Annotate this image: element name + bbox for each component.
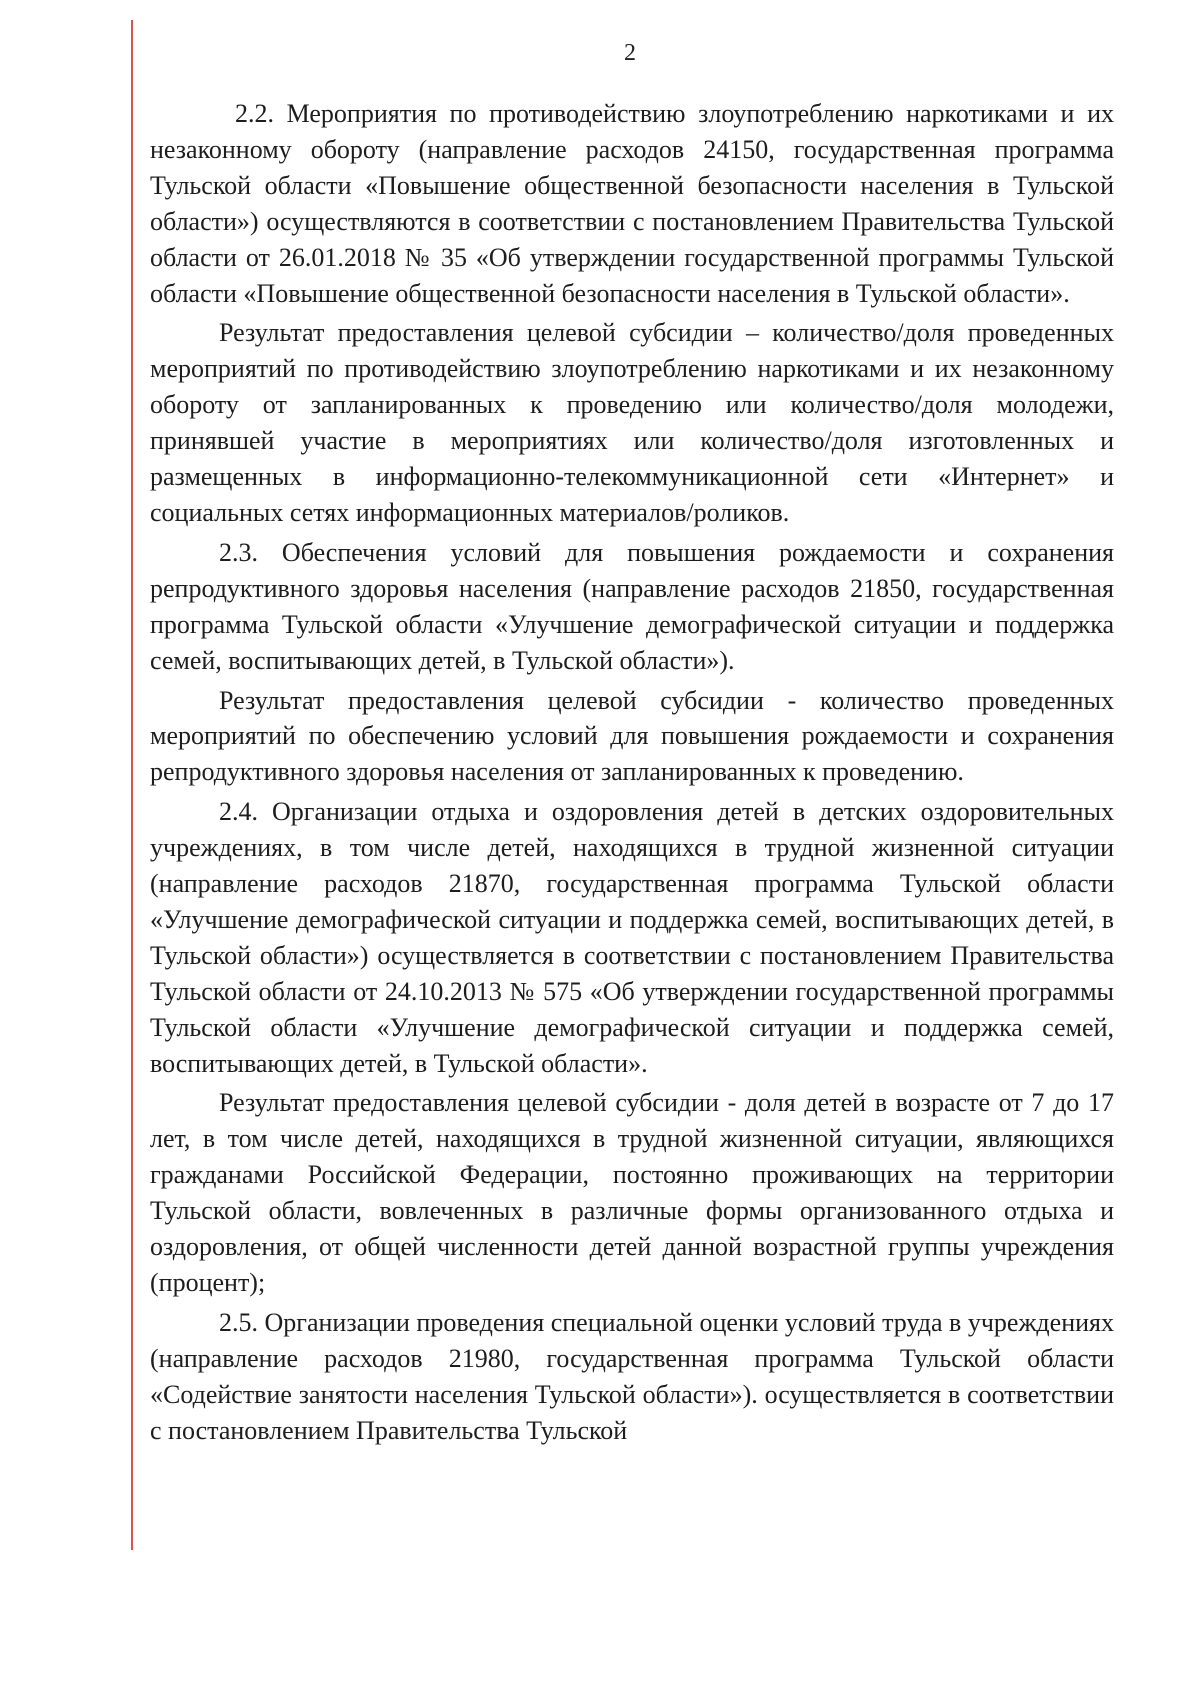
paragraph-2-2: 2.2. Мероприятия по противодействию злоупотреблению наркотиками и их незаконному обороту (направление расходов 24150, государственная программа Тульской области «Повышение общественной безопасности населения в Тульской области») осуществляются в соответствии с постановлением Правительства Тульской области от 26.01.2018 № 35 «Об утверждении государственной программы Тульской области «Повышение общественной безопасности населения в Тульской области». [150,99,1114,308]
paragraph-2-3: 2.3. Обеспечения условий для повышения рождаемости и сохранения репродуктивного здоровья населения (направление расходов 21850, государственная программа Тульской области «Улучшение демографической ситуации и поддержка семей, воспитывающих детей, в Тульской области»). [150,537,1114,675]
paragraph-2-4-result: Результат предоставления целевой субсидии - доля детей в возрасте от 7 до 17 лет, в том числе детей, находящихся в трудной жизненной ситуации, являющихся гражданами Российской Федерации, постоянно проживающих на территории Тульской области, вовлеченных в различные формы организованного отдыха и оздоровления, от общей численности детей данной возрастной группы учреждения (процент); [150,1088,1114,1297]
margin-rule [131,20,133,1550]
page-number: 2 [624,40,636,66]
paragraph-2-3-result: Результат предоставления целевой субсидии - количество проведенных мероприятий по обеспечению условий для повышения рождаемости и сохранения репродуктивного здоровья населения от запланированных к проведению. [150,685,1114,787]
document-body [150,96,1114,1453]
paragraph-2-4: 2.4. Организации отдыха и оздоровления детей в детских оздоровительных учреждениях, в том числе детей, находящихся в трудной жизненной ситуации (направление расходов 21870, государственная программа Тульской области «Улучшение демографической ситуации и поддержка семей, воспитывающих детей, в Тульской области») осуществляется в соответствии с постановлением Правительства Тульской области от 24.10.2013 № 575 «Об утверждении государственной программы Тульской области «Улучшение демографической ситуации и поддержка семей, воспитывающих детей, в Тульской области». [150,797,1114,1078]
paragraph-2-5: 2.5. Организации проведения специальной оценки условий труда в учреждениях (направление расходов 21980, государственная программа Тульской области «Содействие занятости населения Тульской области»). осуществляется в соответствии с постановлением Правительства Тульской [150,1307,1114,1445]
paragraph-2-2-result: Результат предоставления целевой субсидии – количество/доля проведенных мероприятий по противодействию злоупотреблению наркотиками и их незаконному обороту от запланированных к проведению или количество/доля молодежи, принявшей участие в мероприятиях или количество/доля изготовленных и размещенных в информационно-телекоммуникационной сети «Интернет» и социальных сетях информационных материалов/роликов. [150,318,1114,527]
